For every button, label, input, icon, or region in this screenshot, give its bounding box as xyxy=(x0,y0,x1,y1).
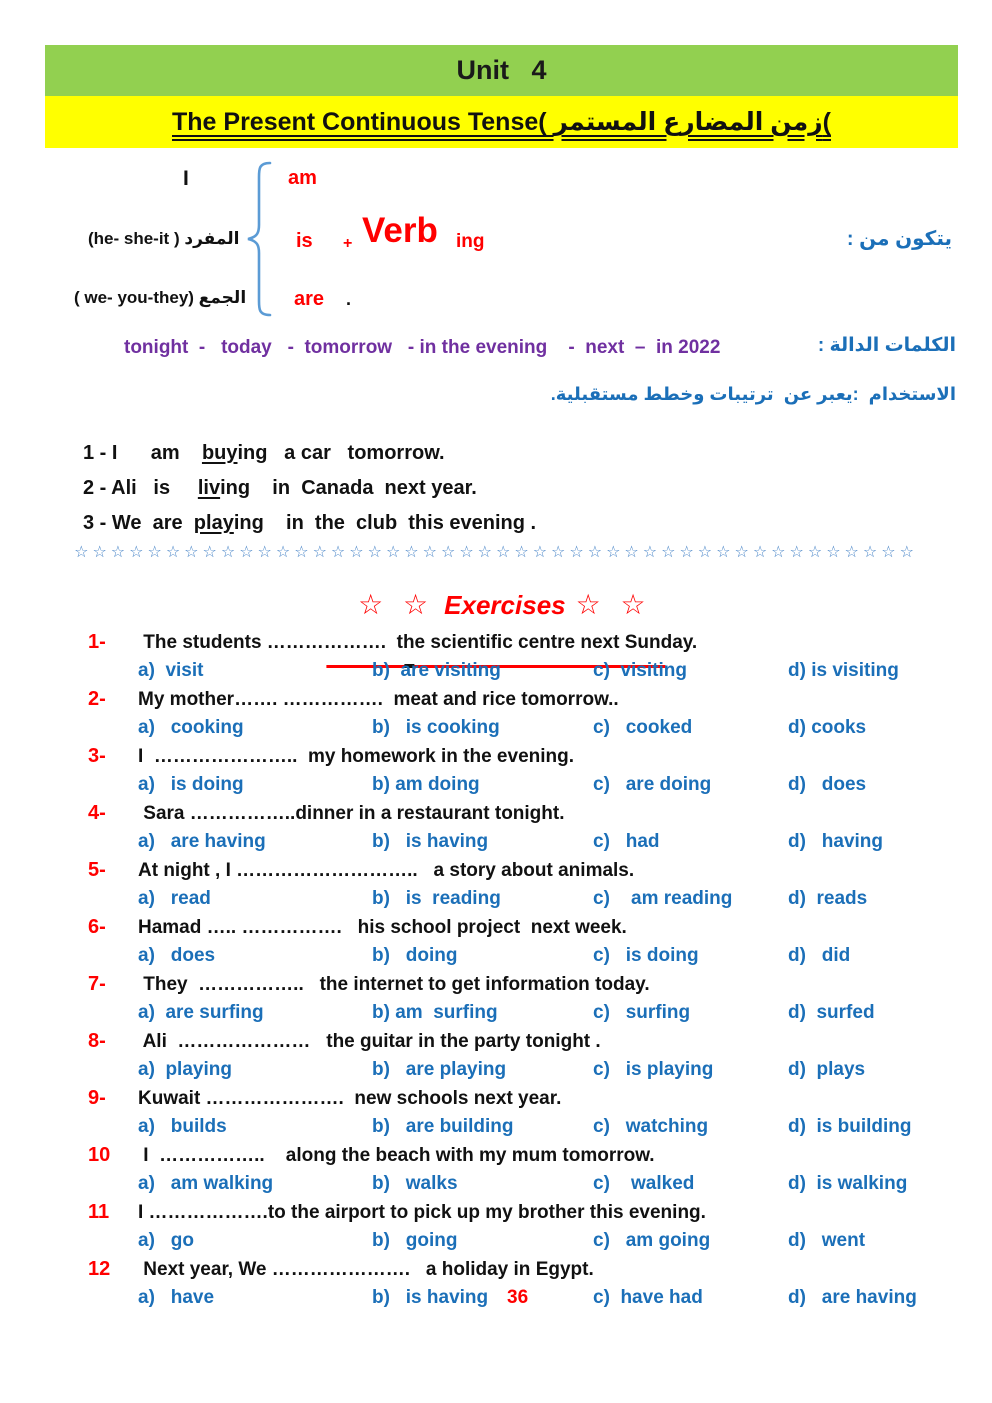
option-b: b) is having xyxy=(372,1287,489,1308)
page-number: 36 xyxy=(507,1287,529,1308)
option-a: a) have xyxy=(138,1287,215,1308)
option-b: b) are building xyxy=(372,1116,514,1137)
option-d: d) is building xyxy=(788,1116,912,1137)
verb-am: am xyxy=(288,167,317,189)
option-c: c) am reading xyxy=(593,888,733,909)
question-number: 4- xyxy=(88,802,106,824)
option-a: a) am walking xyxy=(138,1173,274,1194)
question-item xyxy=(0,1143,992,1200)
option-c: c) cooked xyxy=(593,717,693,738)
verb-word: Verb xyxy=(362,211,438,250)
option-a: a) is doing xyxy=(138,774,244,795)
option-b: b) am surfing xyxy=(372,1002,498,1023)
question-item xyxy=(0,801,992,858)
example-sentence: 1 - I am buying a car tomorrow. xyxy=(83,442,445,464)
usage-note: الاستخدام :يعبر عن ترتيبات وخطط مستقبلية. xyxy=(550,384,956,404)
option-a: a) cooking xyxy=(138,717,244,738)
option-b: b) walks xyxy=(372,1173,458,1194)
question-item xyxy=(0,630,992,687)
option-a: a) read xyxy=(138,888,211,909)
option-c: c) am going xyxy=(593,1230,711,1251)
question-number: 9- xyxy=(88,1087,106,1109)
question-stem: My mother……. ……………. meat and rice tomorrow.. xyxy=(138,689,619,710)
option-b: b) going xyxy=(372,1230,458,1251)
option-c: c) is doing xyxy=(593,945,699,966)
option-a: a) are having xyxy=(138,831,266,852)
question-stem: I ………………….. my homework in the evening. xyxy=(138,746,575,767)
question-stem: I ……………….to the airport to pick up my brother this evening. xyxy=(138,1202,706,1223)
option-c: c) surfing xyxy=(593,1002,691,1023)
option-b: b) is reading xyxy=(372,888,501,909)
option-d: d) is visiting xyxy=(788,660,899,681)
question-stem: Next year, We …………………. a holiday in Egypt. xyxy=(138,1259,594,1280)
option-c: c) have had xyxy=(593,1287,703,1308)
option-d: d) went xyxy=(788,1230,866,1251)
option-d: d) cooks xyxy=(788,717,867,738)
option-c: c) had xyxy=(593,831,660,852)
option-a: a) builds xyxy=(138,1116,227,1137)
subject-i: I xyxy=(183,167,189,190)
question-number: 12 xyxy=(88,1258,111,1280)
underlined-stem: liv xyxy=(197,477,221,499)
question-stem: The students ………………. the scientific centre next Sunday. xyxy=(138,632,698,653)
option-c: c) walked xyxy=(593,1173,695,1194)
option-a: a) playing xyxy=(138,1059,232,1080)
question-item xyxy=(0,744,992,801)
example-sentence: 3 - We are playing in the club this evening . xyxy=(83,512,537,534)
question-number: 10 xyxy=(88,1144,111,1166)
option-c: c) is playing xyxy=(593,1059,714,1080)
question-number: 5- xyxy=(88,859,106,881)
plus-sign: + xyxy=(343,235,353,252)
option-d: d) surfed xyxy=(788,1002,875,1023)
option-c: c) visiting xyxy=(593,660,687,681)
question-number: 11 xyxy=(88,1201,110,1223)
underlined-stem: buy xyxy=(201,442,238,464)
star-separator: ☆☆☆☆☆☆☆☆☆☆☆☆☆☆☆☆☆☆☆☆☆☆☆☆☆☆☆☆☆☆☆☆☆☆☆☆☆☆☆☆☆☆☆☆☆☆ xyxy=(74,544,918,561)
question-item xyxy=(0,1029,992,1086)
question-stem: Hamad ….. ……………. his school project next week. xyxy=(138,917,627,938)
example-sentence: 2 - Ali is living in Canada next year. xyxy=(83,477,477,499)
option-d: d) having xyxy=(788,831,883,852)
question-number: 2- xyxy=(88,688,106,710)
option-b: b) doing xyxy=(372,945,458,966)
ing-suffix: ing xyxy=(456,231,485,252)
question-stem: They …………….. the internet to get information today. xyxy=(138,974,650,995)
option-c: c) are doing xyxy=(593,774,712,795)
question-stem: Sara ……………..dinner in a restaurant tonight. xyxy=(138,803,565,824)
question-item xyxy=(0,858,992,915)
option-d: d) is walking xyxy=(788,1173,908,1194)
question-item xyxy=(0,1257,992,1314)
option-a: a) visit xyxy=(138,660,204,681)
question-stem: At night , I ……………………….. a story about animals. xyxy=(138,860,635,881)
star-icon: ☆ ☆ xyxy=(358,589,435,620)
option-c: c) watching xyxy=(593,1116,709,1137)
subject-plural: ( we- you-they) الجمع xyxy=(74,288,247,307)
option-d: d) are having xyxy=(788,1287,917,1308)
period-mark: . xyxy=(346,289,352,309)
option-d: d) does xyxy=(788,774,867,795)
verb-are: are xyxy=(294,288,325,310)
question-item xyxy=(0,972,992,1029)
underlined-stem: play xyxy=(193,512,234,534)
option-b: b) are playing xyxy=(372,1059,507,1080)
verb-is: is xyxy=(296,230,313,252)
option-a: a) go xyxy=(138,1230,194,1251)
question-item xyxy=(0,1086,992,1143)
unit-title: Unit 4 xyxy=(45,45,958,96)
question-item xyxy=(0,1200,992,1257)
question-number: 6- xyxy=(88,916,106,938)
question-number: 3- xyxy=(88,745,106,767)
option-b: b) am doing xyxy=(372,774,480,795)
option-b: b) is having xyxy=(372,831,489,852)
keywords-label: الكلمات الدالة : xyxy=(817,335,956,356)
option-d: d) did xyxy=(788,945,851,966)
brace-icon xyxy=(246,160,272,318)
header xyxy=(45,45,958,148)
option-d: d) reads xyxy=(788,888,868,909)
keywords-text: tonight - today - tomorrow - in the evening - next – in 2022 xyxy=(124,337,721,358)
exercises-title: Exercises xyxy=(444,590,566,620)
question-number: 8- xyxy=(88,1030,106,1052)
option-d: d) plays xyxy=(788,1059,866,1080)
question-item xyxy=(0,915,992,972)
question-number: 1- xyxy=(88,631,106,653)
question-stem: I …………….. along the beach with my mum tomorrow. xyxy=(138,1145,655,1166)
option-a: a) are surfing xyxy=(138,1002,264,1023)
star-icon: ☆ ☆ xyxy=(575,589,652,620)
example-sentences xyxy=(83,436,536,541)
lesson-title: The Present Continuous Tense( زمن المضارع المستمر( xyxy=(172,108,831,136)
question-stem: Kuwait …………………. new schools next year. xyxy=(138,1088,562,1109)
option-b: b) is cooking xyxy=(372,717,500,738)
question-number: 7- xyxy=(88,973,106,995)
question-stem: Ali ………………… the guitar in the party tonight . xyxy=(138,1031,601,1052)
questions-list xyxy=(0,630,992,1314)
question-item xyxy=(0,687,992,744)
subject-singular: (he- she-it ) المفرد xyxy=(88,229,240,248)
lesson-title-bar xyxy=(45,96,958,148)
option-a: a) does xyxy=(138,945,216,966)
option-b: b) are visiting xyxy=(372,660,501,681)
consists-of-label: يتكون من : xyxy=(846,228,952,250)
